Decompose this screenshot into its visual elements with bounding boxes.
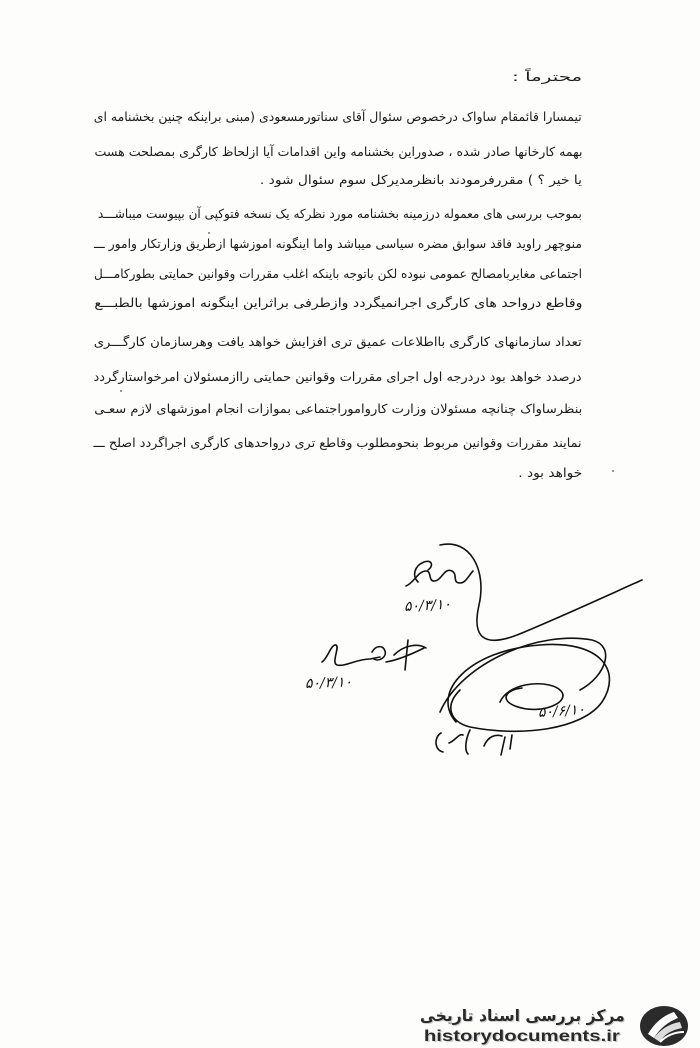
body-line-12: خواهد بود . [518,465,582,480]
signature-2-date: ۵۰/۳/۱۰ [304,674,353,692]
body-line-11: نمایند مقررات وقوانین مربوط بنحومطلوب وقاطع تری درواحدهای کارگری اجراگردد اصلح ـــ [94,435,582,450]
body-line-3: یا خیر ؟ ) مقررفرمودند بانظرمدیرکل سوم سئوال شود . [260,172,582,187]
scan-speck [612,470,614,472]
signature-3-outer-loop [448,644,609,731]
body-line-5: منوچهر راوید فاقد سوابق مضره سیاسی میباشد واما اینگونه اموزشها ازطریق وزارتکار وامور ـــ [94,236,582,251]
archive-document-logo-icon [636,1004,692,1048]
signature-2 [322,640,426,670]
watermark-org-name: مرکز بررسی اسناد تاریخی [420,1006,625,1025]
signature-1-sweep [440,544,642,640]
signature-2-tail [386,640,426,670]
body-line-1: تیمسارا قائمقام ساواک درخصوص سئوال آقای سناتورمسعودی (مبنی براینکه چنین بخشنامه ای [94,109,582,124]
signature-1 [403,544,642,640]
signature-4-stroke [436,730,512,755]
signature-2-stroke [322,645,380,665]
body-line-2: بهمه کارخانها صادر شده ، صدوراین بخشنامه واین اقدامات آیا ازلحاظ کارگری بمصلحت هست [94,144,582,159]
salutation: محترماً : [512,69,582,84]
body-line-7: وقاطع درواحد های کارگری اجرانمیگردد وازطرفی براثراین اینگونه اموزشها بالطبـــع [94,295,582,310]
signature-4 [436,730,512,755]
body-line-10: بنظرساواک چنانچه مسئولان وزارت کارواموراجتماعی بموازات انجام اموزشهای لازم سعـی [94,401,582,416]
signature-1-date: ۵۰/۳/۱۰ [403,596,452,615]
body-line-4: بموجب بررسی های معموله درزمینه بخشنامه مورد نظرکه یک نسخه فتوکپی آن بپیوست میباشـــد [98,206,582,221]
scan-speck [120,390,122,392]
body-line-6: اجتماعی مغایربامصالح عمومی نبوده لکن باتوجه باینکه اغلب مقررات وقوانین حمایتی بطورکامـــل [94,266,582,281]
scan-speck [208,232,210,234]
watermark-url: historydocuments.ir [424,1028,620,1045]
body-line-9: درصدد خواهد بود دردرجه اول اجرای مقررات وقوانین حمایتی راازمسئولان امرخواستارگردد [94,369,582,384]
signature-3-date: ۵۰/۶/۱۰ [537,701,586,721]
body-line-8: تعداد سازمانهای کارگری بااطلاعات عمیق تری افزایش خواهد یافت وهرسازمان کارگـــری [93,334,582,349]
